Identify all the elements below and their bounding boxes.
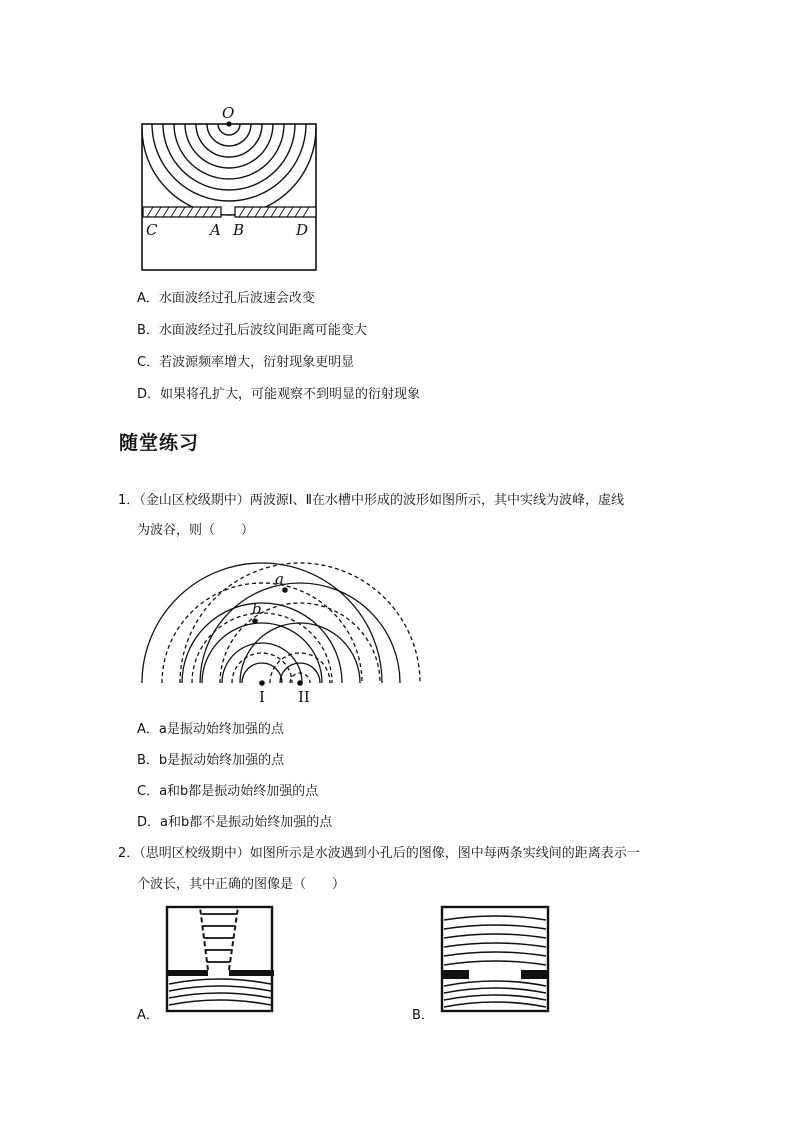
q2-figure-a [163,904,278,1016]
label-c: C [146,221,158,239]
q1-option-d: D．a和b都不是振动始终加强的点 [137,815,333,830]
figure-wave-aperture [138,100,323,275]
label-a: A [210,221,221,239]
prev-option-c: C．若波源频率增大，衍射现象更明显 [137,355,355,370]
q1-option-b: B．b是振动始终加强的点 [137,753,285,768]
q2-option-b-label: B． [412,1008,434,1023]
q2-figure-b [437,904,555,1016]
label-d: D [296,221,309,239]
point-b-label: b [252,600,262,618]
q1-stem-line2: 为波谷，则（ ） [137,523,255,538]
prev-option-a: A．水面波经过孔后波速会改变 [137,291,315,306]
q1-option-a: A．a是振动始终加强的点 [137,722,284,737]
q2-option-a-label: A． [137,1008,159,1023]
q1-option-c: C．a和b都是振动始终加强的点 [137,784,319,799]
q2-stem-line1: 2．（思明区校级期中）如图所示是水波遇到小孔后的图像，图中每两条实线间的距离表示一 [118,846,640,861]
figure-two-sources [140,548,422,708]
label-o: O [222,104,235,122]
q1-stem-line1: 1．（金山区校级期中）两波源Ⅰ、Ⅱ在水槽中形成的波形如图所示，其中实线为波峰，虚线 [118,493,625,508]
point-a-label: a [275,570,284,588]
section-heading: 随堂练习 [119,432,200,454]
prev-option-d: D．如果将孔扩大，可能观察不到明显的衍射现象 [137,387,421,402]
source-1-label: I [259,688,265,706]
source-2-label: II [298,688,310,706]
q2-stem-line2: 个波长，其中正确的图像是（ ） [137,877,346,892]
prev-option-b: B．水面波经过孔后波纹间距离可能变大 [137,323,367,338]
label-b: B [233,221,245,239]
